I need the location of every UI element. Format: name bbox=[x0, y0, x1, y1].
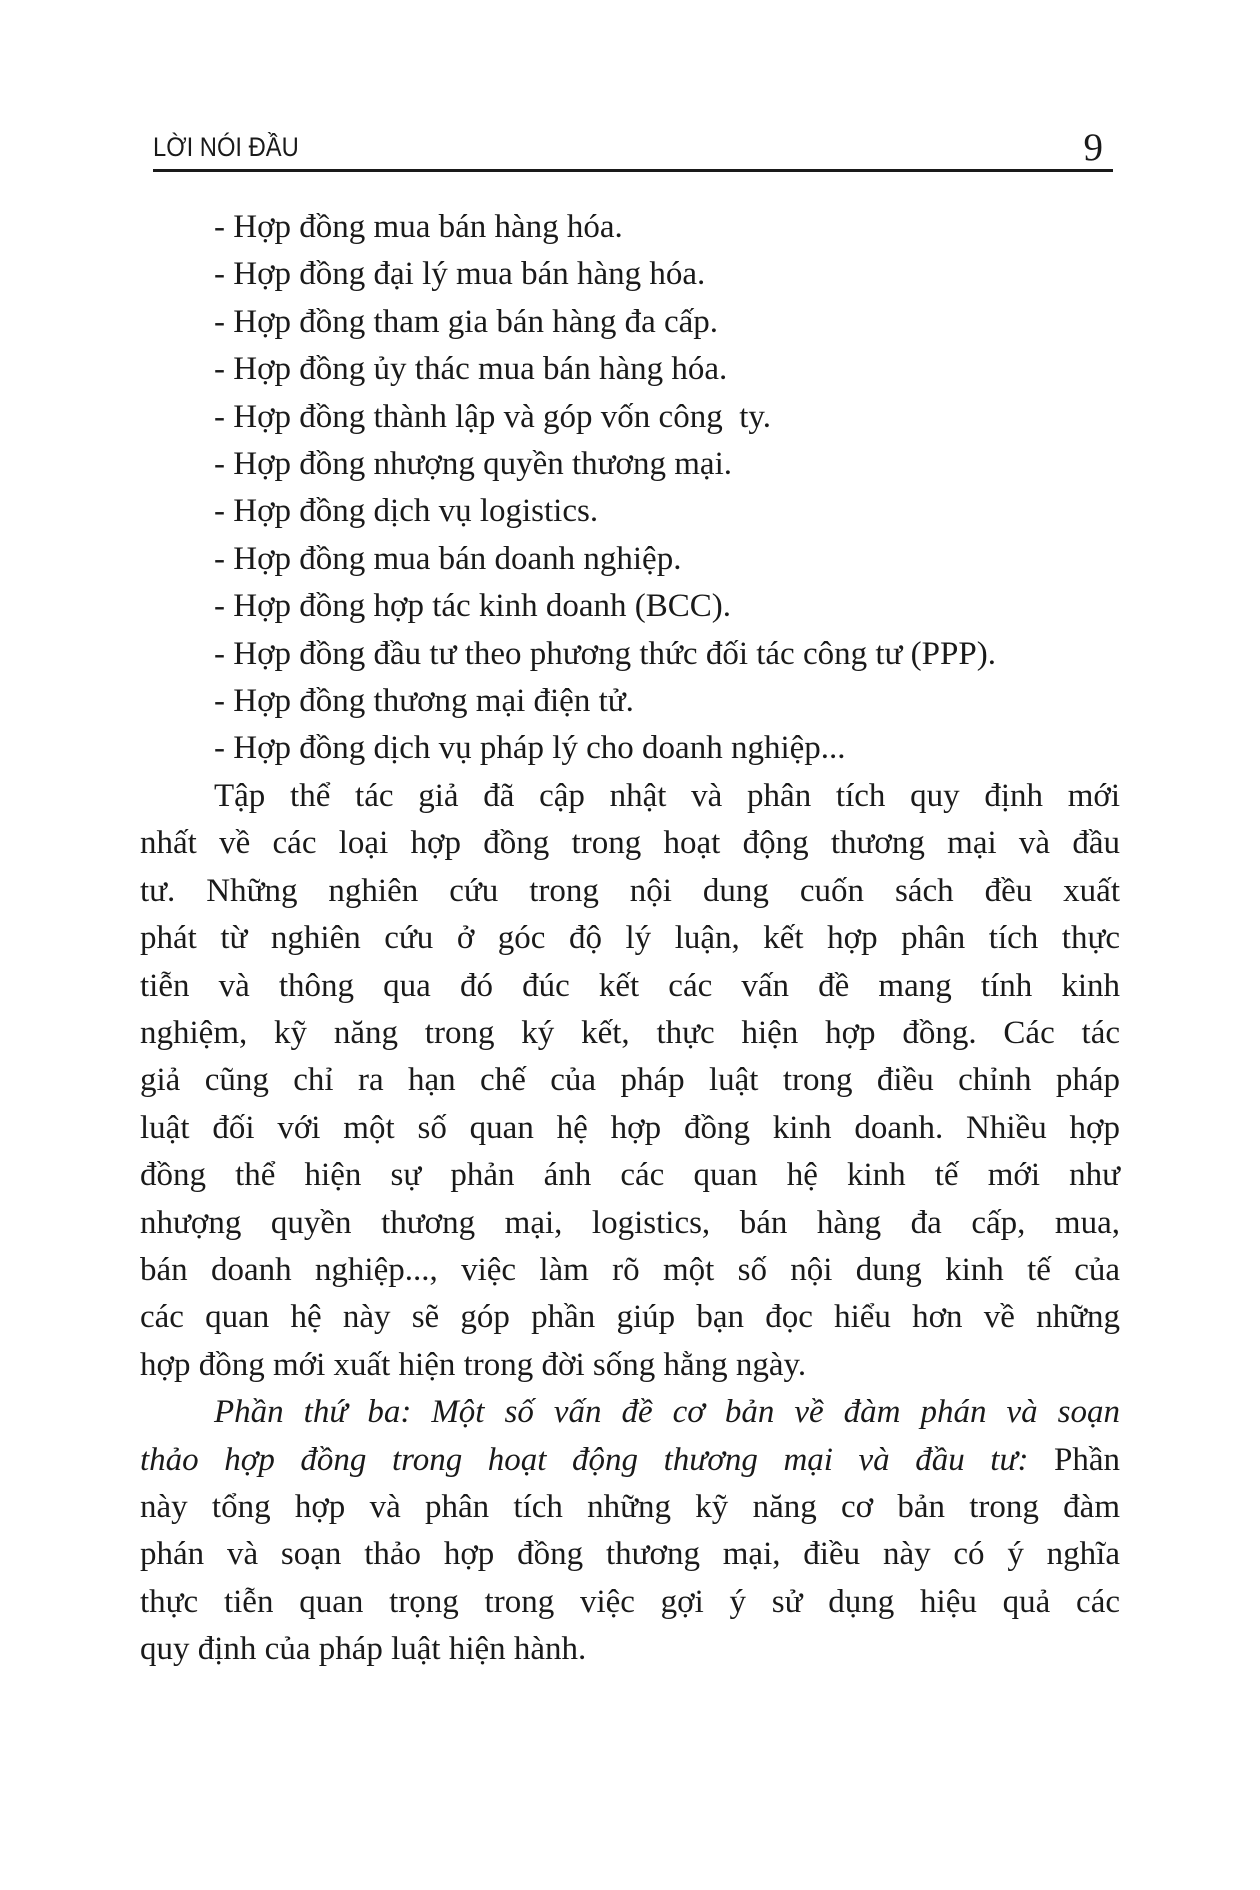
roman-text: Phần bbox=[1054, 1441, 1120, 1478]
paragraph-line bbox=[140, 1437, 1120, 1484]
list-item: - Hợp đồng hợp tác kinh doanh (BCC). bbox=[214, 588, 732, 625]
paragraph-line bbox=[140, 1389, 1120, 1436]
running-header-title: LỜI NÓI ĐẦU bbox=[153, 132, 299, 162]
list-item: - Hợp đồng nhượng quyền thương mại. bbox=[214, 446, 732, 483]
roman-text: quy định của pháp luật hiện hành. bbox=[140, 1631, 587, 1668]
paragraph-line: tư. Những nghiên cứu trong nội dung cuốn sách đều xuất bbox=[140, 872, 1120, 909]
paragraph-line: giả cũng chỉ ra hạn chế của pháp luật trong điều chỉnh pháp bbox=[140, 1062, 1120, 1099]
paragraph-line: các quan hệ này sẽ góp phần giúp bạn đọc hiểu hơn về những bbox=[140, 1299, 1120, 1336]
italic-text: Phần thứ ba: Một số vấn đề cơ bản về đàm phán và soạn bbox=[214, 1394, 1120, 1431]
paragraph-line bbox=[140, 1531, 1120, 1578]
italic-text: thảo hợp đồng trong hoạt động thương mại và đầu tư: bbox=[140, 1441, 1029, 1478]
paragraph-line: hợp đồng mới xuất hiện trong đời sống hằng ngày. bbox=[140, 1346, 807, 1383]
roman-text: phán và soạn thảo hợp đồng thương mại, điều này có ý nghĩa bbox=[140, 1536, 1120, 1573]
list-item: - Hợp đồng tham gia bán hàng đa cấp. bbox=[214, 303, 719, 340]
paragraph-line: tiễn và thông qua đó đúc kết các vấn đề mang tính kinh bbox=[140, 967, 1120, 1004]
paragraph-line bbox=[140, 1579, 1120, 1626]
list-item: - Hợp đồng ủy thác mua bán hàng hóa. bbox=[214, 351, 728, 388]
list-item: - Hợp đồng mua bán doanh nghiệp. bbox=[214, 540, 682, 577]
paragraph-line bbox=[140, 1484, 1120, 1531]
list-item: - Hợp đồng đầu tư theo phương thức đối tác công tư (PPP). bbox=[214, 635, 996, 672]
page-header bbox=[153, 122, 1113, 172]
roman-text: thực tiễn quan trọng trong việc gợi ý sử dụng hiệu quả các bbox=[140, 1583, 1120, 1620]
paragraph-line: bán doanh nghiệp..., việc làm rõ một số nội dung kinh tế của bbox=[140, 1251, 1120, 1288]
paragraph-line: Tập thể tác giả đã cập nhật và phân tích quy định mới bbox=[214, 777, 1120, 814]
paragraph-line bbox=[140, 1626, 1120, 1673]
list-item: - Hợp đồng mua bán hàng hóa. bbox=[214, 209, 623, 245]
paragraph-line: nhượng quyền thương mại, logistics, bán hàng đa cấp, mua, bbox=[140, 1204, 1120, 1241]
paragraph-line: phát từ nghiên cứu ở góc độ lý luận, kết hợp phân tích thực bbox=[140, 920, 1120, 957]
list-item: - Hợp đồng thành lập và góp vốn công ty. bbox=[214, 398, 771, 435]
page-number: 9 bbox=[1083, 126, 1103, 169]
paragraph-line: nhất về các loại hợp đồng trong hoạt động thương mại và đầu bbox=[140, 825, 1120, 862]
roman-text: này tổng hợp và phân tích những kỹ năng cơ bản trong đàm bbox=[140, 1488, 1120, 1525]
list-item: - Hợp đồng thương mại điện tử. bbox=[214, 683, 634, 720]
page-body bbox=[140, 204, 1120, 1674]
paragraph-line: nghiệm, kỹ năng trong ký kết, thực hiện hợp đồng. Các tác bbox=[140, 1014, 1120, 1051]
list-item: - Hợp đồng dịch vụ pháp lý cho doanh nghiệp... bbox=[214, 730, 846, 767]
list-item: - Hợp đồng dịch vụ logistics. bbox=[214, 493, 599, 530]
paragraph-line: luật đối với một số quan hệ hợp đồng kinh doanh. Nhiều hợp bbox=[140, 1109, 1120, 1146]
list-item: - Hợp đồng đại lý mua bán hàng hóa. bbox=[214, 256, 706, 293]
paragraph-line: đồng thể hiện sự phản ánh các quan hệ kinh tế mới như bbox=[140, 1157, 1120, 1194]
